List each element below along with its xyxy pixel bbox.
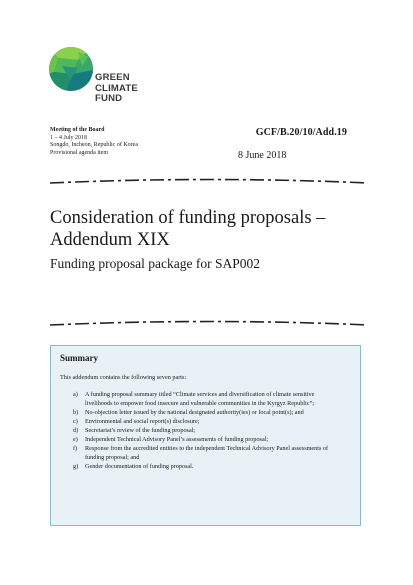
top-divider [50,176,368,188]
list-item [73,417,343,426]
document-symbol: GCF/B.20/10/Add.19 [255,127,347,138]
bottom-divider [50,318,368,330]
document-date: 8 June 2018 [238,150,287,161]
green-climate-fund-globe-icon [48,46,94,92]
summary-box [50,345,361,526]
document-subtitle: Funding proposal package for SAP002 [50,256,260,271]
meeting-info [50,127,138,157]
item-letter: b) [73,409,79,416]
logo-line-fund: FUND [95,93,123,104]
list-item [73,444,343,462]
logo-line-climate: CLIMATE [95,82,138,94]
item-text: Gender documentation of funding proposal. [85,463,194,470]
item-letter: g) [73,463,79,470]
title-line-1: Consideration of funding proposals – [50,208,326,228]
item-letter: f) [73,445,78,452]
list-item [73,462,343,471]
logo-wordmark [95,73,138,105]
logo-line-green: GREEN [95,72,130,83]
item-letter: a) [73,391,78,398]
item-text: Secretariat’s review of the funding proposal; [85,427,196,434]
title-line-2: Addendum XIX [50,230,170,250]
summary-heading: Summary [60,353,98,363]
item-text: A funding proposal summary titled “Climate services and diversification of climate sensitive livelihoods to empower food insecure and vulnerable communities in the Kyrgyz Republic”; [85,391,315,407]
item-text: Independent Technical Advisory Panel’s assessments of funding proposal; [85,436,269,443]
item-letter: d) [73,427,79,434]
summary-intro: This addendum contains the following seven parts: [60,374,187,381]
list-item [73,426,343,435]
item-text: No-objection letter issued by the national designated authority(ies) or focal point(s); and [85,409,304,416]
meeting-title: Meeting of the Board [50,127,105,133]
item-letter: e) [73,436,78,443]
summary-list [73,390,343,471]
gcf-logo [48,46,94,97]
document-title [50,207,380,251]
meeting-dates: 1 – 4 July 2018 [50,134,88,141]
item-text: Response from the accredited entities to the independent Technical Advisory Panel assessments of funding proposal; and [85,445,329,461]
meeting-agenda: Provisional agenda item [50,149,108,156]
list-item [73,390,343,408]
list-item [73,435,343,444]
list-item [73,408,343,417]
meeting-location: Songdo, Incheon, Republic of Korea [50,142,138,148]
item-text: Environmental and social report(s) disclosure; [85,418,200,425]
item-letter: c) [73,418,78,425]
